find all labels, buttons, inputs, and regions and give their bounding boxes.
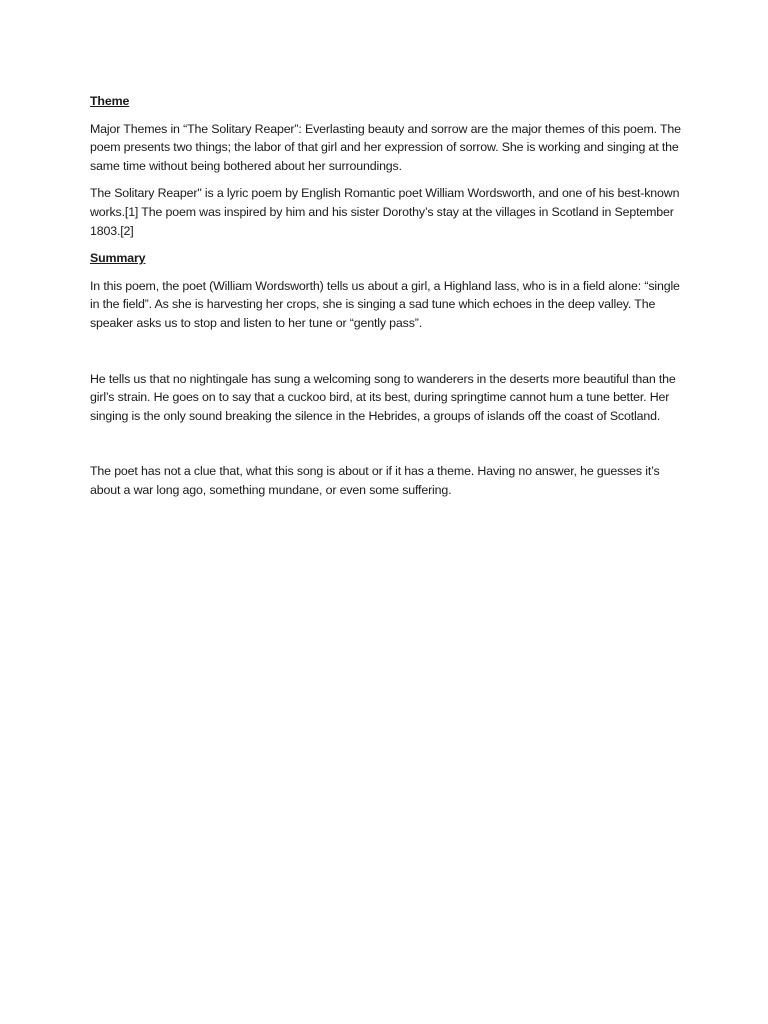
summary-heading: Summary [90, 251, 146, 266]
theme-heading: Theme [90, 94, 130, 108]
theme-paragraph-2: The Solitary Reaper" is a lyric poem by English Romantic poet William Wordsworth, and one of his best-known works.[1] The poem was inspired by him and his sister Dorothy’s stay at the villages in Scotland in September 1803.[2] [90, 186, 680, 238]
summary-paragraph-2: He tells us that no nightingale has sung a welcoming song to wanderers in the deserts more beautiful than the girl’s strain. He goes on to say that a cuckoo bird, at its best, during springtime cannot hum a tune better. Her singing is the only sound breaking the silence in the Hebrides, a groups of islands off the coast of Scotland. [90, 371, 676, 423]
summary-paragraph-3: The poet has not a clue that, what this song is about or if it has a theme. Having no answer, he guesses it’s about a war long ago, something mundane, or even some suffering. [90, 464, 660, 497]
document-body [90, 92, 690, 509]
theme-paragraph-1: Major Themes in “The Solitary Reaper”: Everlasting beauty and sorrow are the major themes of this poem. The poem presents two things; the labor of that girl and her expression of sorrow. She is working and singing at the same time without being bothered about her surroundings. [90, 121, 681, 173]
summary-paragraph-1: In this poem, the poet (William Wordsworth) tells us about a girl, a Highland lass, who is in a field alone: “single in the field”. As she is harvesting her crops, she is singing a sad tune which echoes in the deep valley. The speaker asks us to stop and listen to her tune or “gently pass”. [90, 278, 680, 330]
